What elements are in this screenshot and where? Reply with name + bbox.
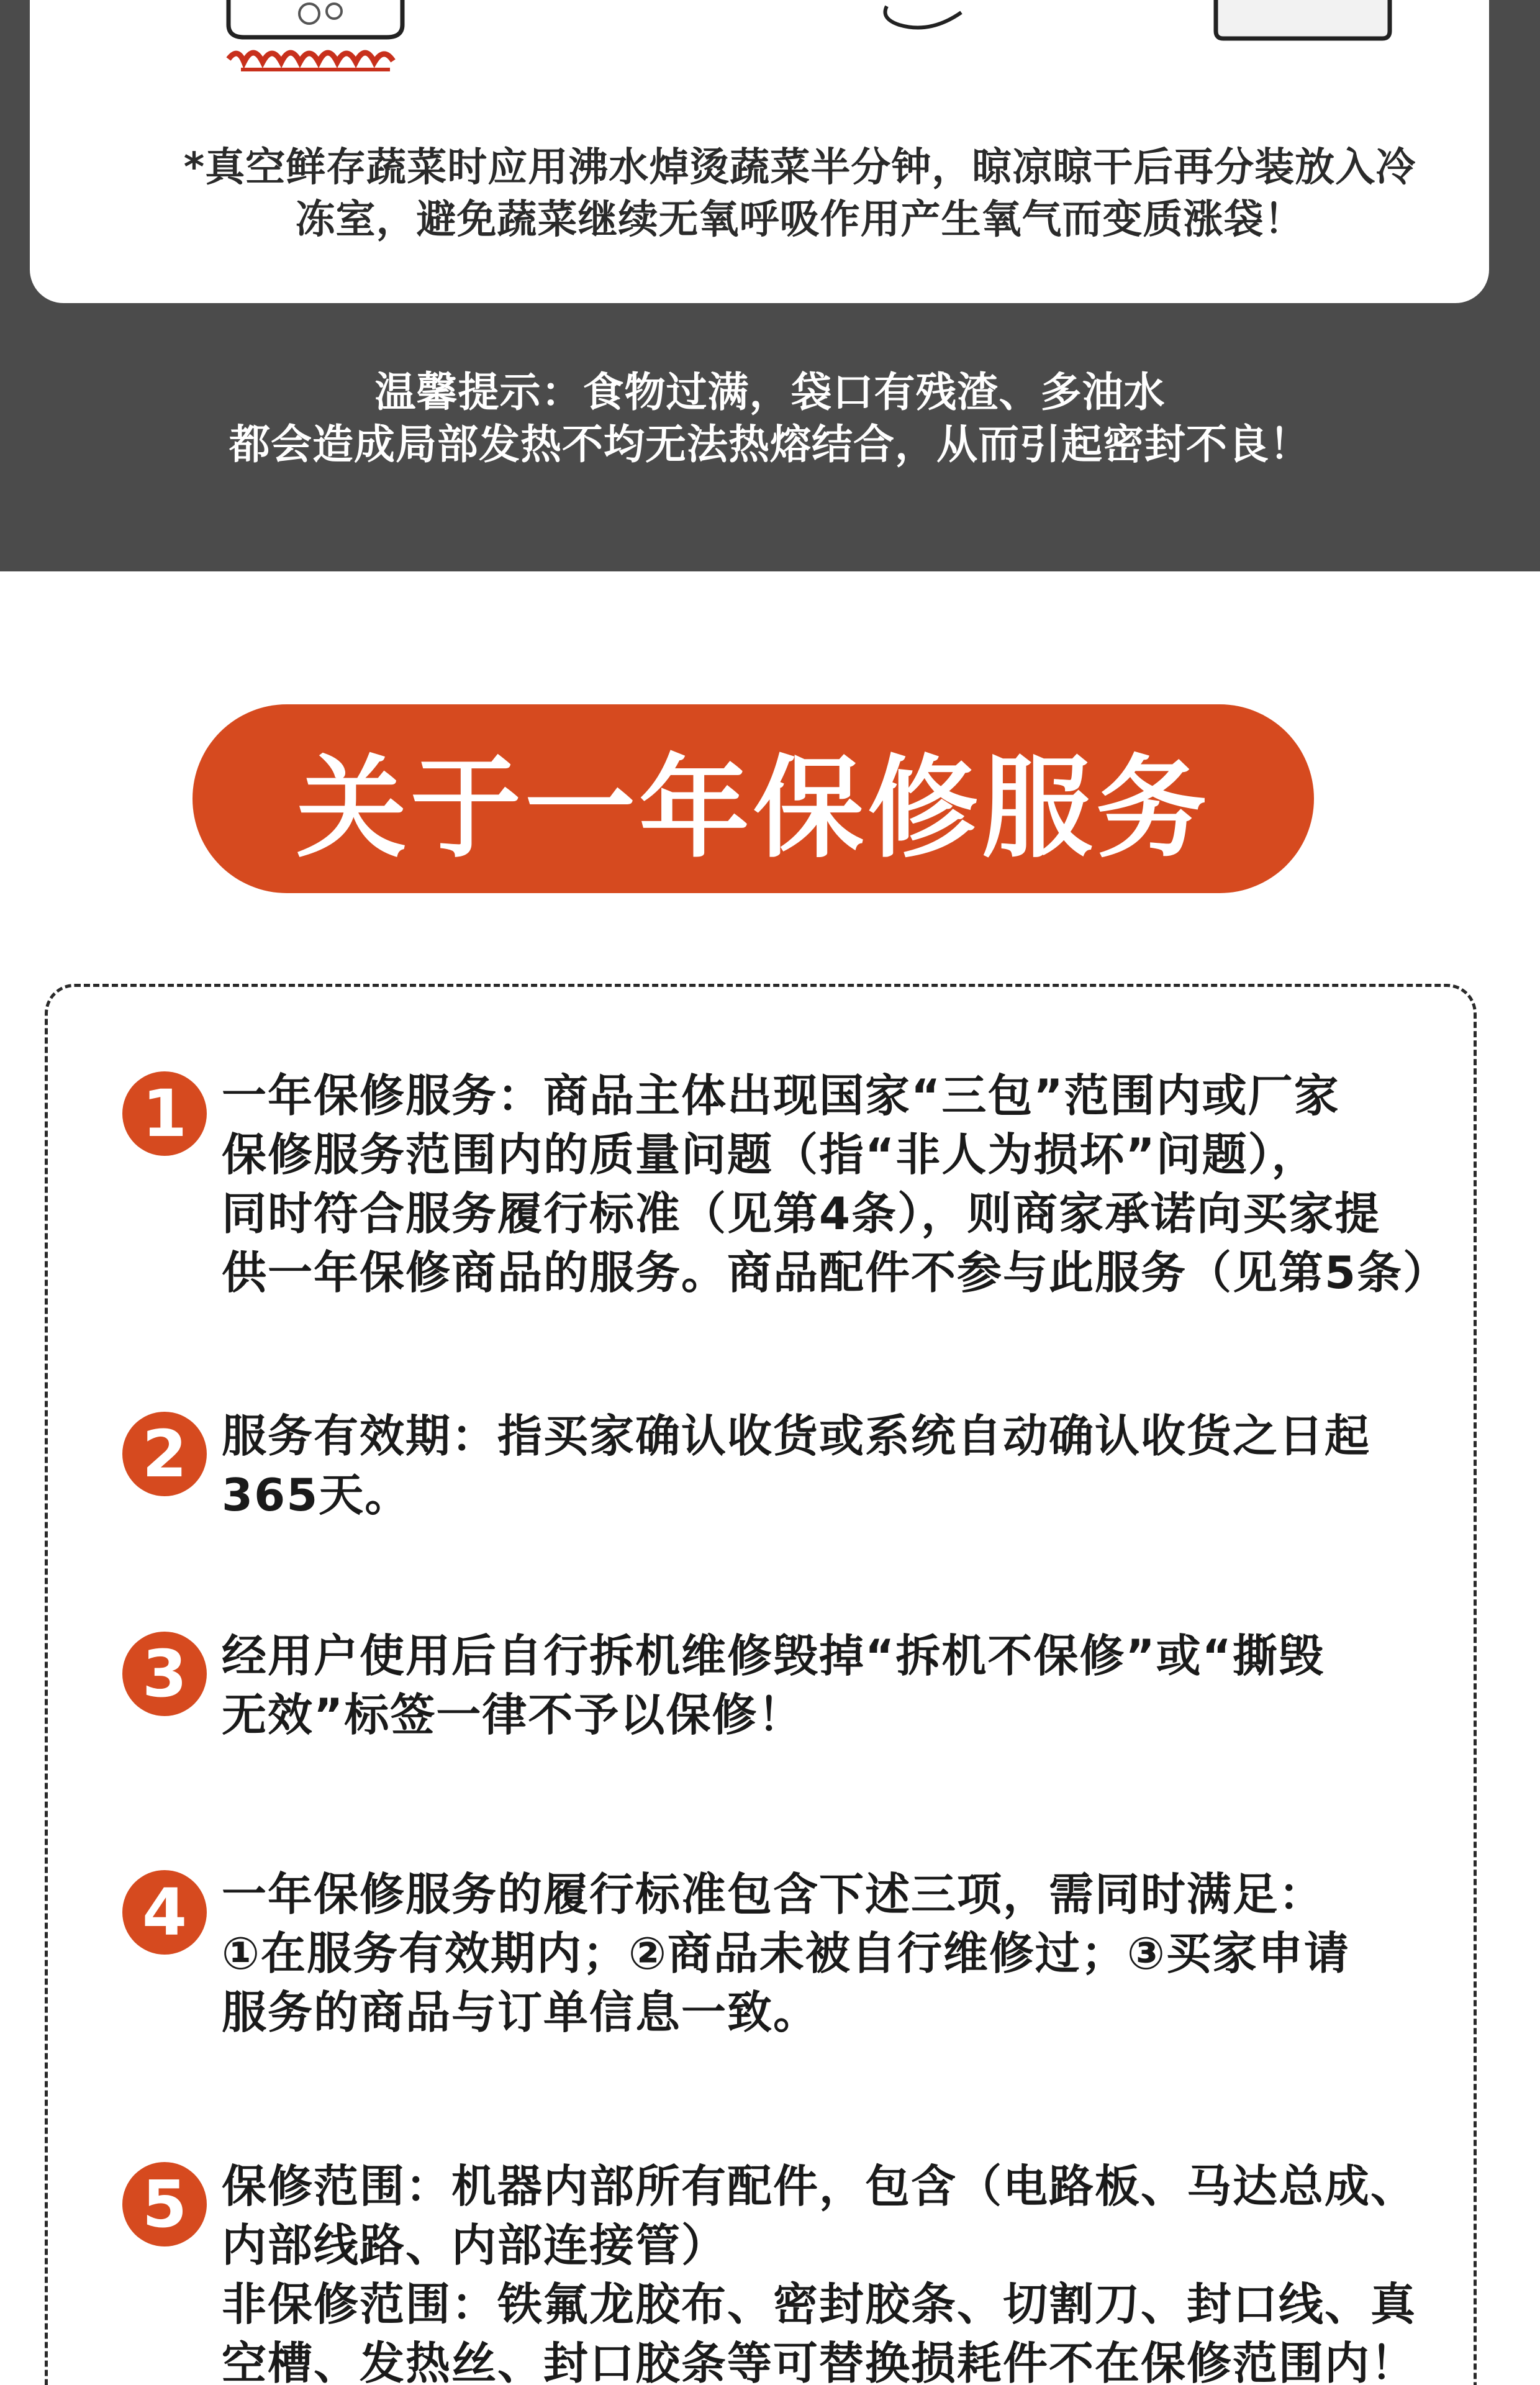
item-line: ①在服务有效期内；②商品未被自行维修过；③买家申请: [222, 1927, 1350, 1979]
container-illustration: [1210, 0, 1396, 81]
vacuum-note-line: 冻室，避免蔬菜继续无氧呼吸作用产生氧气而变质涨袋！: [295, 197, 1305, 243]
item-line: 空槽、发热丝、封口胶条等可替换损耗件不在保修范围内！: [222, 2337, 1417, 2385]
number-badge: 3: [122, 1632, 207, 1716]
item-line: 服务有效期：指买家确认收货或系统自动确认收货之日起: [222, 1410, 1371, 1462]
number-badge: 5: [122, 2162, 207, 2246]
vacuum-storage-note: [92, 142, 1508, 246]
item-line: 365天。: [222, 1469, 411, 1521]
item-line: 一年保修服务的履行标准包含下述三项，需同时满足：: [222, 1868, 1325, 1920]
warm-tip: [62, 366, 1478, 471]
warm-tip-line: 都会造成局部发热不均无法热熔结合，从而引起密封不良！: [229, 420, 1311, 468]
cooking-pot-illustration: [216, 0, 415, 81]
number-badge: 1: [122, 1071, 207, 1156]
tip-band: [0, 0, 1540, 571]
item-text: [222, 1865, 1513, 2042]
vacuum-note-card: [30, 0, 1489, 303]
item-text: [222, 1066, 1513, 1302]
warranty-terms-box: [45, 984, 1477, 2385]
number-badge: 2: [122, 1412, 207, 1496]
item-line: 保修服务范围内的质量问题（指“非人为损坏”问题），: [222, 1129, 1318, 1181]
item-line: 非保修范围：铁氟龙胶布、密封胶条、切割刀、封口线、真: [222, 2278, 1417, 2330]
section-title-pill: [192, 704, 1314, 893]
number-badge: 4: [122, 1870, 207, 1955]
warm-tip-line: 温馨提示：食物过满，袋口有残渣、多油水: [374, 368, 1166, 416]
item-line: 同时符合服务履行标准（见第4条），则商家承诺向买家提: [222, 1188, 1381, 1240]
item-text: [222, 1407, 1513, 1525]
item-text: [222, 1627, 1513, 1745]
bag-illustration: [874, 0, 1017, 81]
vacuum-note-line: *真空鲜存蔬菜时应用沸水焯烫蔬菜半分钟，晾凉晾干后再分装放入冷: [183, 145, 1416, 191]
section-title: 关于一年保修服务: [296, 744, 1210, 873]
item-line: 一年保修服务：商品主体出现国家“三包”范围内或厂家: [222, 1070, 1340, 1122]
item-line: 经用户使用后自行拆机维修毁掉“拆机不保修”或“撕毁: [222, 1630, 1325, 1682]
item-line: 服务的商品与订单信息一致。: [222, 1986, 820, 2038]
item-line: 保修范围：机器内部所有配件，包含（电路板、马达总成、: [222, 2160, 1417, 2212]
item-line: 供一年保修商品的服务。商品配件不参与此服务（见第5条）: [222, 1247, 1449, 1299]
item-text: [222, 2157, 1513, 2385]
item-line: 无效”标签一律不予以保修！: [222, 1689, 804, 1741]
item-line: 内部线路、内部连接管）: [222, 2219, 728, 2271]
